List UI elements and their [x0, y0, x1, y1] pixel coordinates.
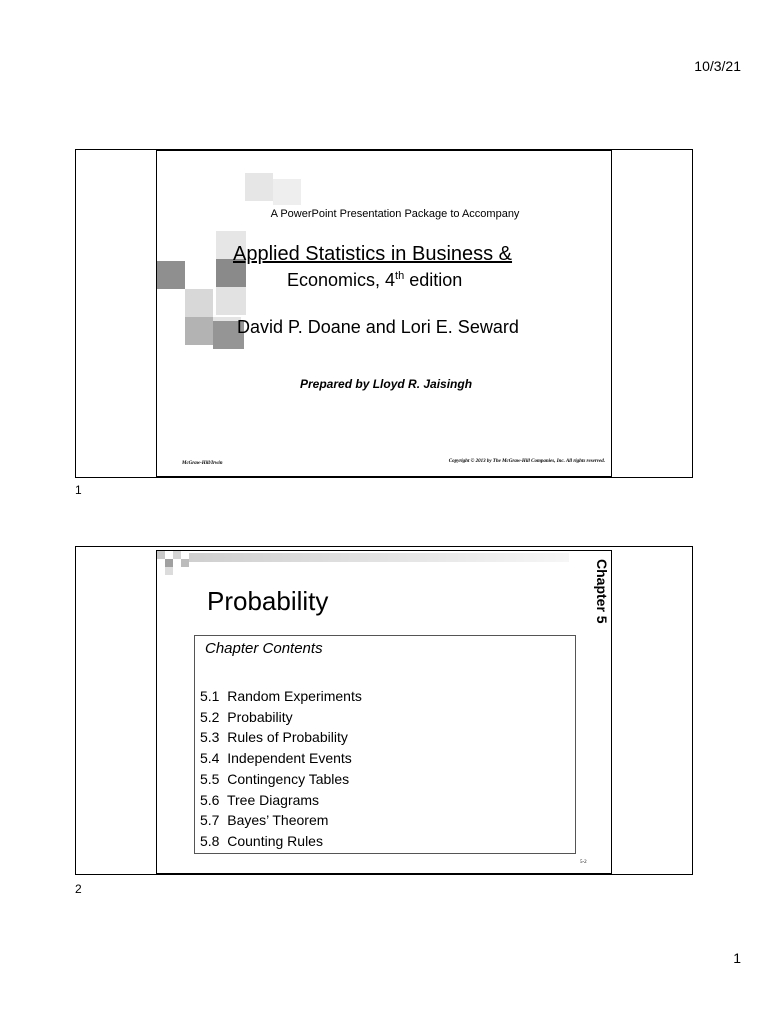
slide-1-authors: David P. Doane and Lori E. Seward — [237, 317, 519, 337]
list-item: 5.2 Probability — [200, 708, 293, 725]
slide-2-code: 5-2 — [580, 860, 587, 865]
chapter-contents-box — [194, 635, 576, 854]
list-item: 5.4 Independent Events — [200, 750, 352, 767]
title-line2-prefix: Economics, 4 — [287, 270, 396, 290]
chapter-contents-list — [200, 686, 362, 852]
list-item: 5.8 Counting Rules — [200, 832, 323, 849]
slide-1-number: 1 — [75, 483, 82, 497]
slide-1-subtitle: A PowerPoint Presentation Package to Accompany — [270, 208, 520, 220]
list-item: 5.1 Random Experiments — [200, 688, 362, 704]
slide-1-title-line1: Applied Statistics in Business & — [233, 243, 513, 265]
slide-1-title-line2 — [287, 270, 462, 291]
date-header: 10/3/21 — [694, 58, 741, 74]
slide-1-frame — [75, 149, 693, 478]
slide-1-footer-right: Copyright © 2013 by The McGraw-Hill Companies, Inc. All rights reserved. — [448, 459, 605, 464]
slide-2-title: Probability — [207, 586, 329, 616]
chapter-label: Chapter 5 — [594, 559, 610, 624]
title-line2-suffix: edition — [404, 270, 463, 290]
chapter-contents-title: Chapter Contents — [205, 640, 323, 657]
slide-1 — [156, 150, 612, 477]
list-item: 5.7 Bayes’ Theorem — [200, 812, 329, 829]
page-number: 1 — [733, 950, 741, 966]
slide-2 — [156, 550, 612, 874]
slide-1-footer-left: McGraw-Hill/Irwin — [182, 461, 223, 466]
slide-2-number: 2 — [75, 882, 82, 896]
title-line2-sup: th — [395, 270, 405, 282]
list-item: 5.3 Rules of Probability — [200, 729, 348, 746]
list-item: 5.5 Contingency Tables — [200, 770, 350, 787]
slide-2-frame — [75, 546, 693, 875]
list-item: 5.6 Tree Diagrams — [200, 791, 320, 808]
slide-1-prepared-by: Prepared by Lloyd R. Jaisingh — [300, 377, 473, 391]
